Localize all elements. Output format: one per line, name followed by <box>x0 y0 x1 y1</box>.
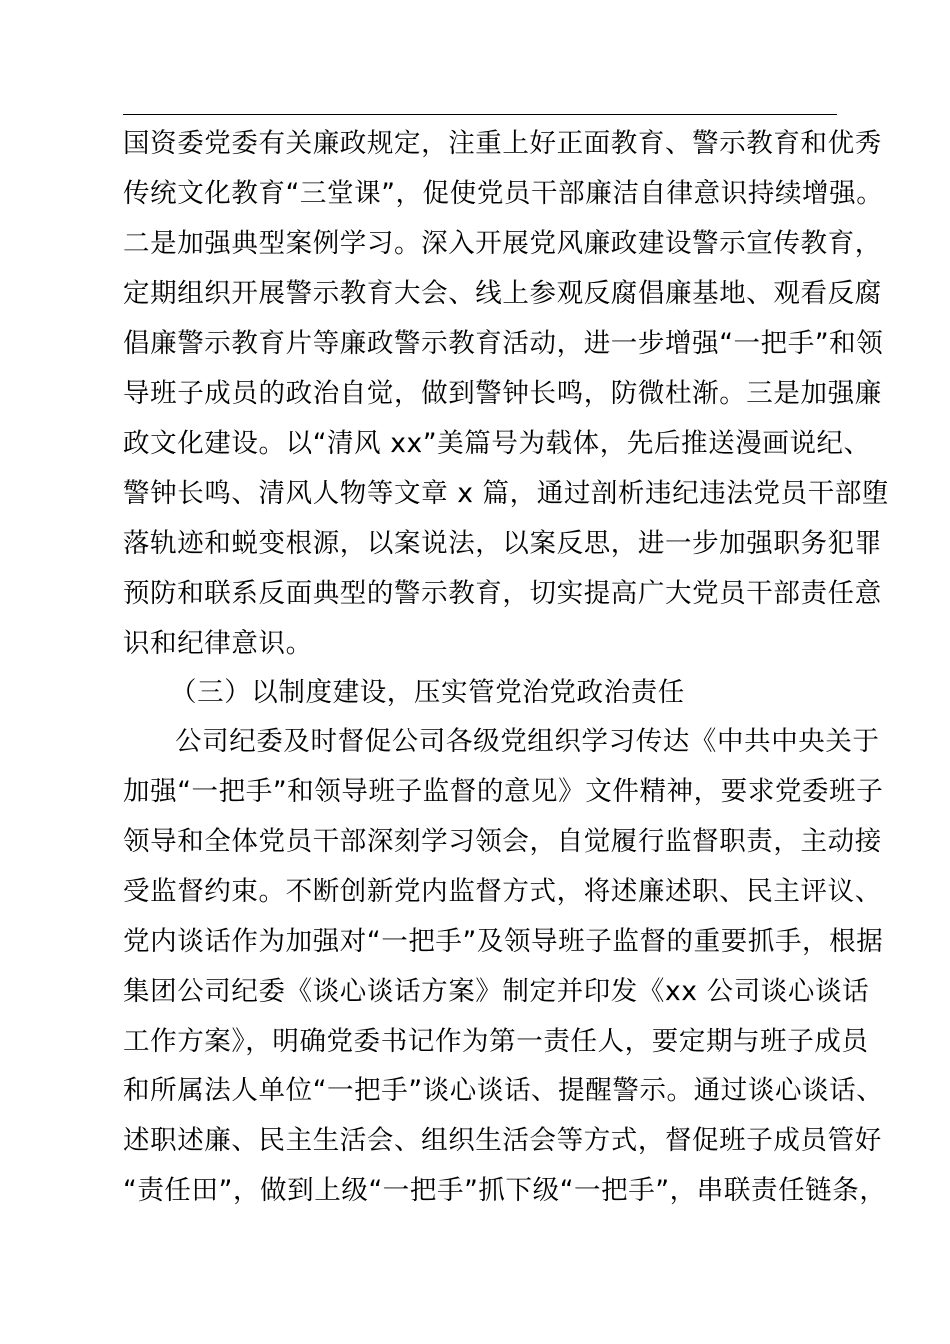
text-line: 受监督约束。不断创新党内监督方式，将述廉述职、民主评议、 <box>123 876 882 907</box>
text-line: 党内谈话作为加强对“一把手”及领导班子监督的重要抓手，根据 <box>123 926 884 957</box>
text-line: 集团公司纪委《谈心谈话方案》制定并印发《xx 公司谈心谈话 <box>123 976 870 1007</box>
text-line: 述职述廉、民主生活会、组织生活会等方式，督促班子成员管好 <box>123 1125 882 1156</box>
text-line: 政文化建设。以“清风 xx”美篇号为载体，先后推送漫画说纪、 <box>123 428 871 459</box>
text-line: 定期组织开展警示教育大会、线上参观反腐倡廉基地、观看反腐 <box>123 278 882 309</box>
section-heading: （三）以制度建设，压实管党治党政治责任 <box>170 677 685 708</box>
text-line: 公司纪委及时督促公司各级党组织学习传达《中共中央关于 <box>175 726 880 757</box>
text-line: “责任田”，做到上级“一把手”抓下级“一把手”，串联责任链条， <box>123 1175 887 1206</box>
text-line: 和所属法人单位“一把手”谈心谈话、提醒警示。通过谈心谈话、 <box>123 1075 884 1106</box>
text-line: 工作方案》，明确党委书记作为第一责任人，要定期与班子成员 <box>123 1026 869 1057</box>
text-line: 倡廉警示教育片等廉政警示教育活动，进一步增强“一把手”和领 <box>123 328 884 359</box>
text-line: 国资委党委有关廉政规定，注重上好正面教育、警示教育和优秀 <box>123 128 882 159</box>
text-line: 领导和全体党员干部深刻学习领会，自觉履行监督职责，主动接 <box>123 826 882 857</box>
text-line: 传统文化教育“三堂课”，促使党员干部廉洁自律意识持续增强。 <box>123 178 884 209</box>
text-line: 预防和联系反面典型的警示教育，切实提高广大党员干部责任意 <box>123 578 882 609</box>
text-line: 二是加强典型案例学习。深入开展党风廉政建设警示宣传教育， <box>123 228 882 259</box>
header-rule <box>123 114 837 115</box>
text-line: 识和纪律意识。 <box>123 628 313 659</box>
text-line: 落轨迹和蜕变根源，以案说法，以案反思，进一步加强职务犯罪 <box>123 528 882 559</box>
text-line: 警钟长鸣、清风人物等文章 x 篇，通过剖析违纪违法党员干部堕 <box>123 478 890 509</box>
text-line: 加强“一把手”和领导班子监督的意见》文件精神，要求党委班子 <box>123 776 884 807</box>
text-line: 导班子成员的政治自觉，做到警钟长鸣，防微杜渐。三是加强廉 <box>123 378 882 409</box>
